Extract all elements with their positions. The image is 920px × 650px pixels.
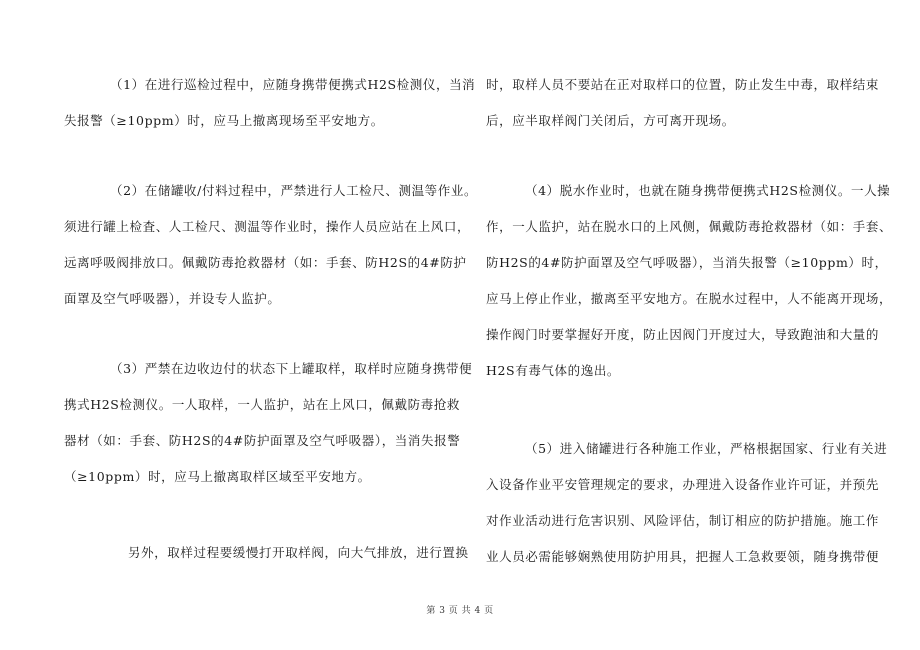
text-line: （4）脱水作业时，也就在随身携带便携式H2S检测仪。一人操 bbox=[525, 183, 891, 198]
text-line: 须进行罐上检査、人工检尺、测温等作业时，操作人员应站在上风口， bbox=[64, 219, 471, 234]
text-line: （3）严禁在边收边付的状态下上罐取样，取样时应随身携带便 bbox=[110, 361, 473, 376]
text-line: 失报警（≥10ppm）时，应马上撤离现场至平安地方。 bbox=[64, 113, 384, 128]
text-line: （5）进入储罐进行各种施工作业，严格根据国家、行业有关进 bbox=[525, 441, 888, 456]
text-line: （≥10ppm）时，应马上撤离取样区域至平安地方。 bbox=[64, 469, 371, 484]
text-line: 时，取样人员不要站在正对取样口的位置，防止发生中毒，取样结束 bbox=[486, 77, 880, 92]
text-line: 防H2S的4#防护面罩及空气呼吸器），当消失报警（≥10ppm）时， bbox=[486, 255, 888, 270]
page-number-footer: 第 3 页 共 4 页 bbox=[426, 606, 494, 616]
text-line: 器材（如：手套、防H2S的4#防护面罩及空气呼吸器），当消失报警 bbox=[64, 433, 461, 448]
text-line: 后，应半取样阀门关闭后，方可离开现场。 bbox=[486, 113, 735, 128]
text-line: 携式H2S检测仪。一人取样，一人监护，站在上风口，佩戴防毒抢救 bbox=[64, 397, 461, 412]
text-line: 远离呼吸阀排放口。佩戴防毒抢救器材（如：手套、防H2S的4#防护 bbox=[64, 255, 467, 270]
text-line: 面罩及空气呼吸器），并设专人监护。 bbox=[64, 291, 281, 306]
text-line: 业人员必需能够娴熟使用防护用具，把握人工急救要领，随身携带便 bbox=[486, 549, 880, 564]
text-line: H2S有毒气体的逸出。 bbox=[486, 363, 621, 378]
text-line: 应马上停止作业，撤离至平安地方。在脱水过程中，人不能离开现场， bbox=[486, 291, 893, 306]
text-line: （2）在储罐收/付料过程中，严禁进行人工检尺、测温等作业。 bbox=[110, 183, 478, 198]
text-line: （1）在进行巡检过程中，应随身携带便携式H2S检测仪，当消 bbox=[110, 77, 476, 92]
text-line: 对作业活动进行危害识别、风险评估，制订相应的防护措施。施工作 bbox=[486, 513, 880, 528]
text-line: 作，一人监护，站在脱水口的上风侧，佩戴防毒抢救器材（如：手套、 bbox=[486, 219, 893, 234]
text-line: 操作阀门时要掌握好开度，防止因阀门开度过大，导致跑油和大量的 bbox=[486, 327, 880, 342]
text-line: 入设备作业平安管理规定的要求，办理进入设备作业许可证，并预先 bbox=[486, 477, 880, 492]
text-line: 另外，取样过程要缓慢打开取样阀，向大气排放，进行置换 bbox=[128, 545, 469, 560]
